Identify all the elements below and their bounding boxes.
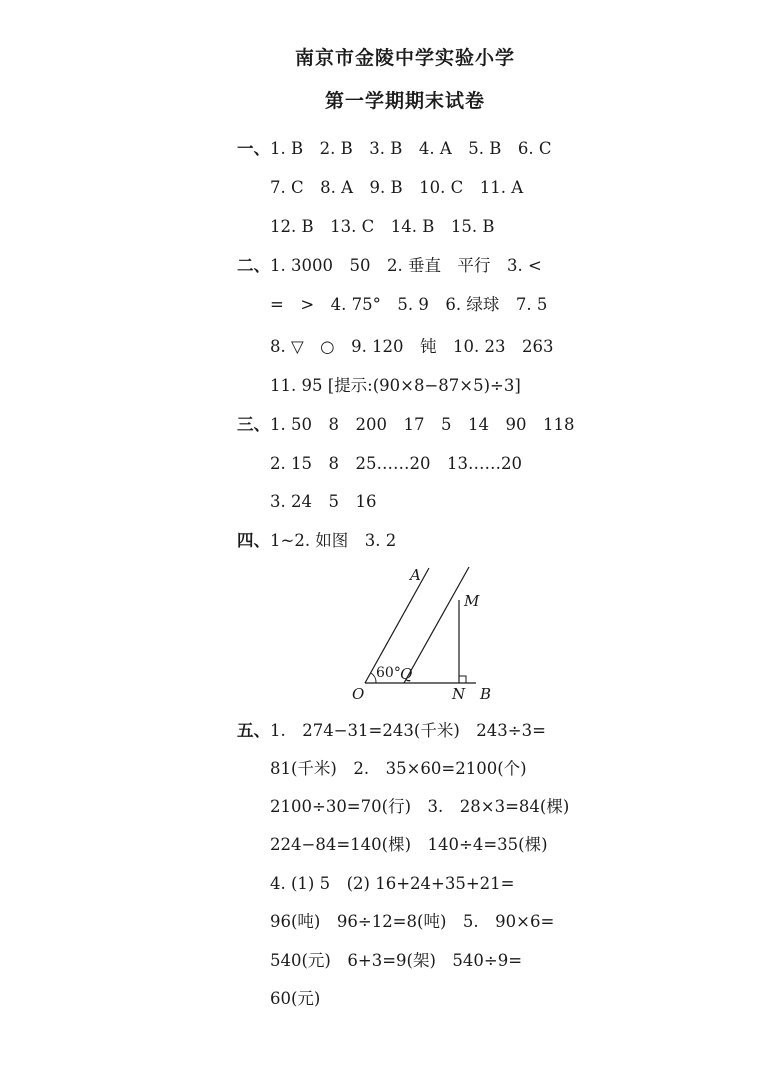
section5-line-3: 2100÷30=70(行) 3. 28×3=84(棵) [270,797,570,816]
label-o: O [352,685,365,703]
label-m: M [464,592,480,610]
section5-line-4: 224−84=140(棵) 140÷4=35(棵) [270,835,548,854]
section-marker-3: 三、 [237,415,270,434]
section3-line-3: 3. 24 5 16 [270,492,377,511]
section2-text-1: 1. 3000 50 2. 垂直 平行 3. < [270,256,542,275]
section5-line-1 [237,720,546,742]
label-b: B [480,685,492,703]
section2-line-1 [237,255,542,277]
label-q: Q [400,665,413,683]
section3-line-1 [237,414,574,436]
section5-line-6: 96(吨) 96÷12=8(吨) 5. 90×6= [270,912,555,931]
geometry-figure [340,560,500,705]
label-a: A [410,566,421,584]
section1-line-3: 12. B 13. C 14. B 15. B [270,217,495,236]
section4-line-1 [237,530,396,552]
school-title: 南京市金陵中学实验小学 [294,47,515,69]
label-n: N [452,685,466,703]
section5-line-7: 540(元) 6+3=9(架) 540÷9= [270,951,523,970]
section5-text-1: 1. 274−31=243(千米) 243÷3= [270,721,546,740]
section5-line-2: 81(千米) 2. 35×60=2100(个) [270,759,527,778]
section-marker-1: 一、 [237,139,270,158]
section-marker-2: 二、 [237,256,270,275]
section1-text-1: 1. B 2. B 3. B 4. A 5. B 6. C [270,139,552,158]
section-marker-5: 五、 [237,721,270,740]
label-angle: 60° [376,665,401,681]
section2-line-3: 8. ▽ ○ 9. 120 钝 10. 23 263 [270,337,554,356]
exam-title: 第一学期期末试卷 [324,90,485,112]
section2-line-4: 11. 95 [提示:(90×8−87×5)÷3] [270,376,521,395]
section3-line-2: 2. 15 8 25……20 13……20 [270,454,522,473]
section5-line-8: 60(元) [270,989,321,1008]
section4-text-1: 1~2. 如图 3. 2 [270,531,397,550]
right-angle-mark [459,676,466,683]
section-marker-4: 四、 [237,531,270,550]
section1-line-2: 7. C 8. A 9. B 10. C 11. A [270,178,524,197]
section5-line-5: 4. (1) 5 (2) 16+24+35+21= [270,874,515,893]
section3-text-1: 1. 50 8 200 17 5 14 90 118 [270,415,575,434]
section1-line-1 [237,138,551,160]
section2-line-2: = > 4. 75° 5. 9 6. 绿球 7. 5 [270,295,548,314]
